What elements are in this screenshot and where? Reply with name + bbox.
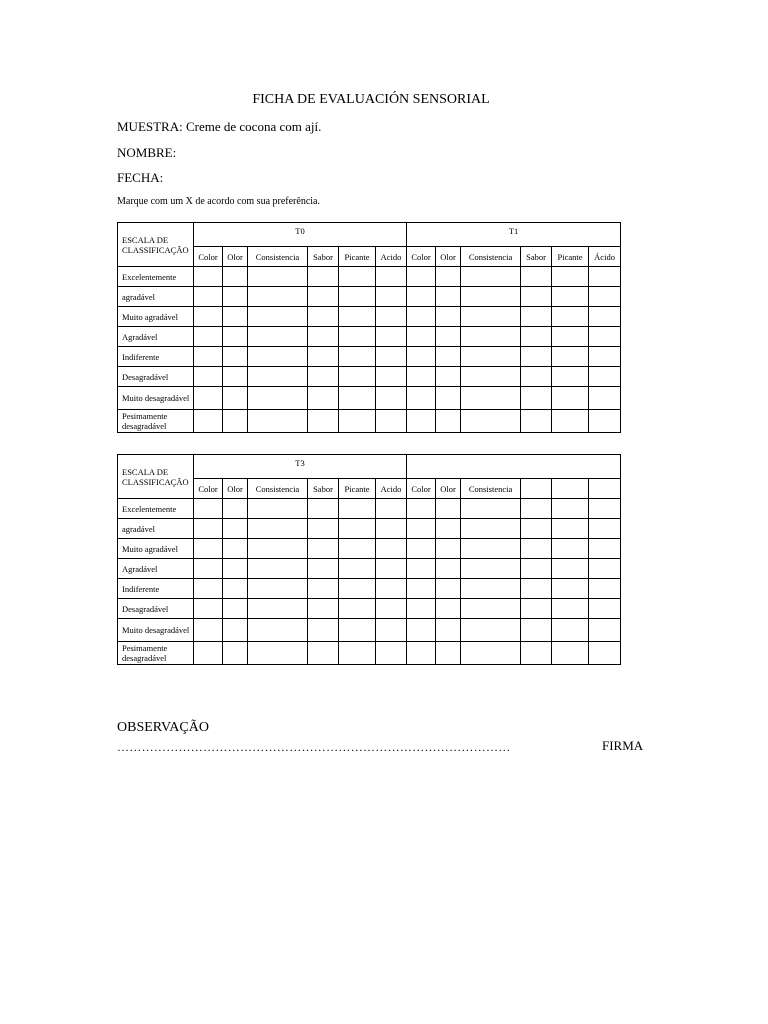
rating-cell[interactable]: [589, 367, 621, 387]
rating-cell[interactable]: [436, 410, 461, 433]
rating-cell[interactable]: [223, 619, 248, 642]
rating-cell[interactable]: [552, 539, 589, 559]
rating-cell[interactable]: [194, 559, 223, 579]
rating-cell[interactable]: [521, 539, 552, 559]
rating-cell[interactable]: [552, 307, 589, 327]
rating-cell[interactable]: [436, 287, 461, 307]
rating-cell[interactable]: [194, 347, 223, 367]
column-header: Sabor: [521, 247, 552, 267]
evaluation-table-2: [117, 454, 621, 665]
rating-cell[interactable]: [376, 579, 407, 599]
rating-cell[interactable]: [521, 267, 552, 287]
rating-cell[interactable]: [436, 579, 461, 599]
rating-cell[interactable]: [223, 539, 248, 559]
rating-cell[interactable]: [223, 307, 248, 327]
rating-cell[interactable]: [376, 519, 407, 539]
rating-cell[interactable]: [223, 519, 248, 539]
rating-cell[interactable]: [376, 619, 407, 642]
rating-cell[interactable]: [521, 559, 552, 579]
rating-cell[interactable]: [407, 519, 436, 539]
column-header: Color: [407, 247, 436, 267]
rating-cell[interactable]: [436, 367, 461, 387]
rating-cell[interactable]: [436, 519, 461, 539]
rating-cell[interactable]: [407, 267, 436, 287]
rating-cell[interactable]: [308, 287, 339, 307]
rating-cell[interactable]: [589, 307, 621, 327]
muestra-label: MUESTRA: Creme de cocona com ají.: [117, 119, 322, 134]
rating-cell[interactable]: [376, 410, 407, 433]
rating-cell[interactable]: [248, 519, 308, 539]
column-header: Olor: [436, 247, 461, 267]
rating-cell[interactable]: [552, 410, 589, 433]
scale-row-label: Muito agradável: [118, 539, 194, 559]
table-row: [118, 387, 621, 410]
rating-cell[interactable]: [376, 642, 407, 665]
rating-cell[interactable]: [407, 367, 436, 387]
rating-cell[interactable]: [407, 559, 436, 579]
rating-cell[interactable]: [339, 327, 376, 347]
rating-cell[interactable]: [248, 307, 308, 327]
rating-cell[interactable]: [589, 579, 621, 599]
rating-cell[interactable]: [308, 559, 339, 579]
rating-cell[interactable]: [248, 559, 308, 579]
rating-cell[interactable]: [461, 387, 521, 410]
scale-row-label: Excelentemente: [118, 267, 194, 287]
rating-cell[interactable]: [194, 642, 223, 665]
scale-row-label: Indiferente: [118, 347, 194, 367]
rating-cell[interactable]: [521, 387, 552, 410]
rating-cell[interactable]: [589, 327, 621, 347]
scale-row-label: Agradável: [118, 559, 194, 579]
rating-cell[interactable]: [308, 327, 339, 347]
rating-cell[interactable]: [589, 619, 621, 642]
rating-cell[interactable]: [407, 387, 436, 410]
rating-cell[interactable]: [248, 410, 308, 433]
rating-cell[interactable]: [552, 327, 589, 347]
rating-cell[interactable]: [436, 347, 461, 367]
rating-cell[interactable]: [248, 579, 308, 599]
rating-cell[interactable]: [552, 267, 589, 287]
rating-cell[interactable]: [339, 499, 376, 519]
rating-cell[interactable]: [339, 519, 376, 539]
rating-cell[interactable]: [407, 499, 436, 519]
column-header: Sabor: [308, 247, 339, 267]
rating-cell[interactable]: [248, 642, 308, 665]
scale-row-label: Pesimamente desagradável: [118, 410, 194, 433]
scale-row-label: Desagradável: [118, 599, 194, 619]
table-row: [118, 519, 621, 539]
rating-cell[interactable]: [407, 539, 436, 559]
column-header: Consistencia: [461, 479, 521, 499]
scale-row-label: Agradável: [118, 327, 194, 347]
observacao-line: ……………………………………………………………………………………: [117, 740, 511, 754]
rating-cell[interactable]: [407, 642, 436, 665]
rating-cell[interactable]: [521, 327, 552, 347]
scale-row-label: agradável: [118, 519, 194, 539]
table-row: [118, 599, 621, 619]
rating-cell[interactable]: [376, 599, 407, 619]
rating-cell[interactable]: [461, 267, 521, 287]
rating-cell[interactable]: [194, 579, 223, 599]
rating-cell[interactable]: [552, 642, 589, 665]
rating-cell[interactable]: [407, 410, 436, 433]
rating-cell[interactable]: [436, 387, 461, 410]
rating-cell[interactable]: [376, 499, 407, 519]
rating-cell[interactable]: [407, 619, 436, 642]
rating-cell[interactable]: [552, 347, 589, 367]
rating-cell[interactable]: [461, 642, 521, 665]
rating-cell[interactable]: [376, 559, 407, 579]
rating-cell[interactable]: [436, 619, 461, 642]
rating-cell[interactable]: [308, 642, 339, 665]
rating-cell[interactable]: [248, 267, 308, 287]
rating-cell[interactable]: [248, 599, 308, 619]
rating-cell[interactable]: [308, 410, 339, 433]
rating-cell[interactable]: [461, 347, 521, 367]
rating-cell[interactable]: [223, 579, 248, 599]
rating-cell[interactable]: [194, 499, 223, 519]
rating-cell[interactable]: [248, 539, 308, 559]
rating-cell[interactable]: [194, 410, 223, 433]
firma-label: FIRMA: [602, 738, 644, 753]
rating-cell[interactable]: [376, 287, 407, 307]
table-row: [118, 307, 621, 327]
table-row: [118, 267, 621, 287]
rating-cell[interactable]: [461, 287, 521, 307]
rating-cell[interactable]: [521, 579, 552, 599]
rating-cell[interactable]: [521, 347, 552, 367]
rating-cell[interactable]: [248, 347, 308, 367]
rating-cell[interactable]: [552, 579, 589, 599]
rating-cell[interactable]: [194, 307, 223, 327]
rating-cell[interactable]: [589, 287, 621, 307]
rating-cell[interactable]: [339, 579, 376, 599]
rating-cell[interactable]: [223, 347, 248, 367]
rating-cell[interactable]: [223, 410, 248, 433]
rating-cell[interactable]: [521, 619, 552, 642]
rating-cell[interactable]: [589, 347, 621, 367]
column-header: Consistencia: [461, 247, 521, 267]
table-row: [118, 287, 621, 307]
rating-cell[interactable]: [308, 267, 339, 287]
rating-cell[interactable]: [248, 287, 308, 307]
rating-cell[interactable]: [223, 327, 248, 347]
rating-cell[interactable]: [552, 387, 589, 410]
rating-cell[interactable]: [194, 387, 223, 410]
rating-cell[interactable]: [589, 539, 621, 559]
rating-cell[interactable]: [521, 519, 552, 539]
rating-cell[interactable]: [223, 367, 248, 387]
rating-cell[interactable]: [521, 642, 552, 665]
scale-row-label: Pesimamente desagradável: [118, 642, 194, 665]
rating-cell[interactable]: [436, 539, 461, 559]
column-header: Consistencia: [248, 479, 308, 499]
rating-cell[interactable]: [436, 307, 461, 327]
scale-row-label: Desagradável: [118, 367, 194, 387]
column-header: [521, 479, 552, 499]
column-header: [589, 479, 621, 499]
column-header: Picante: [552, 247, 589, 267]
rating-cell[interactable]: [308, 579, 339, 599]
rating-cell[interactable]: [308, 519, 339, 539]
rating-cell[interactable]: [552, 599, 589, 619]
rating-cell[interactable]: [339, 410, 376, 433]
column-header: Olor: [223, 247, 248, 267]
table-row: [118, 327, 621, 347]
group-header-right: [407, 455, 621, 479]
rating-cell[interactable]: [461, 519, 521, 539]
rating-cell[interactable]: [339, 307, 376, 327]
rating-cell[interactable]: [376, 307, 407, 327]
column-header: Sabor: [308, 479, 339, 499]
rating-cell[interactable]: [552, 367, 589, 387]
observacao-label: OBSERVAÇÃO: [117, 720, 209, 735]
rating-cell[interactable]: [308, 307, 339, 327]
table-row: [118, 499, 621, 519]
column-header: Ácido: [589, 247, 621, 267]
scale-row-label: Muito agradável: [118, 307, 194, 327]
rating-cell[interactable]: [194, 619, 223, 642]
rating-cell[interactable]: [194, 539, 223, 559]
column-header: Picante: [339, 247, 376, 267]
group-header-right: T1: [407, 223, 621, 247]
column-header: Acido: [376, 247, 407, 267]
rating-cell[interactable]: [407, 579, 436, 599]
rating-cell[interactable]: [552, 499, 589, 519]
rating-cell[interactable]: [436, 642, 461, 665]
rating-cell[interactable]: [589, 559, 621, 579]
rating-cell[interactable]: [339, 267, 376, 287]
table-row: [118, 539, 621, 559]
rating-cell[interactable]: [223, 559, 248, 579]
rating-cell[interactable]: [589, 642, 621, 665]
rating-cell[interactable]: [436, 267, 461, 287]
rating-cell[interactable]: [194, 519, 223, 539]
rating-cell[interactable]: [339, 619, 376, 642]
rating-cell[interactable]: [461, 579, 521, 599]
rating-cell[interactable]: [436, 499, 461, 519]
rating-cell[interactable]: [589, 410, 621, 433]
rating-cell[interactable]: [248, 367, 308, 387]
table-row: [118, 559, 621, 579]
rating-cell[interactable]: [552, 619, 589, 642]
rating-cell[interactable]: [461, 307, 521, 327]
rating-cell[interactable]: [339, 559, 376, 579]
rating-cell[interactable]: [436, 327, 461, 347]
rating-cell[interactable]: [194, 287, 223, 307]
table-row: [118, 619, 621, 642]
rating-cell[interactable]: [521, 287, 552, 307]
rating-cell[interactable]: [407, 599, 436, 619]
rating-cell[interactable]: [308, 387, 339, 410]
rating-cell[interactable]: [223, 387, 248, 410]
rating-cell[interactable]: [223, 287, 248, 307]
rating-cell[interactable]: [521, 599, 552, 619]
scale-row-label: Excelentemente: [118, 499, 194, 519]
rating-cell[interactable]: [339, 387, 376, 410]
rating-cell[interactable]: [339, 287, 376, 307]
column-header: Color: [407, 479, 436, 499]
rating-cell[interactable]: [461, 327, 521, 347]
rating-cell[interactable]: [339, 347, 376, 367]
rating-cell[interactable]: [339, 539, 376, 559]
rating-cell[interactable]: [339, 367, 376, 387]
column-header: Olor: [436, 479, 461, 499]
table-row: [118, 347, 621, 367]
column-header: Olor: [223, 479, 248, 499]
rating-cell[interactable]: [589, 519, 621, 539]
rating-cell[interactable]: [308, 347, 339, 367]
rating-cell[interactable]: [407, 287, 436, 307]
rating-cell[interactable]: [308, 539, 339, 559]
rating-cell[interactable]: [223, 267, 248, 287]
rating-cell[interactable]: [461, 539, 521, 559]
rating-cell[interactable]: [552, 519, 589, 539]
column-header: Color: [194, 479, 223, 499]
column-header: Color: [194, 247, 223, 267]
rating-cell[interactable]: [376, 367, 407, 387]
rating-cell[interactable]: [194, 327, 223, 347]
rating-cell[interactable]: [436, 559, 461, 579]
rating-cell[interactable]: [461, 499, 521, 519]
rating-cell[interactable]: [376, 539, 407, 559]
rating-cell[interactable]: [248, 619, 308, 642]
rating-cell[interactable]: [461, 559, 521, 579]
table-row: [118, 579, 621, 599]
rating-cell[interactable]: [521, 367, 552, 387]
evaluation-table-1: [117, 222, 621, 433]
rating-cell[interactable]: [436, 599, 461, 619]
instruction-text: Marque com um X de acordo com sua preferência.: [117, 196, 320, 207]
rating-cell[interactable]: [376, 327, 407, 347]
rating-cell[interactable]: [308, 499, 339, 519]
rating-cell[interactable]: [376, 347, 407, 367]
scale-header: ESCALA DE CLASSIFICAÇÃO: [118, 455, 194, 499]
scale-row-label: Muito desagradável: [118, 619, 194, 642]
scale-header: ESCALA DE CLASSIFICAÇÃO: [118, 223, 194, 267]
rating-cell[interactable]: [461, 619, 521, 642]
rating-cell[interactable]: [589, 267, 621, 287]
rating-cell[interactable]: [376, 387, 407, 410]
rating-cell[interactable]: [376, 267, 407, 287]
rating-cell[interactable]: [521, 307, 552, 327]
nombre-label: NOMBRE:: [117, 145, 177, 160]
rating-cell[interactable]: [407, 307, 436, 327]
fecha-label: FECHA:: [117, 170, 164, 185]
rating-cell[interactable]: [308, 367, 339, 387]
form-title: FICHA DE EVALUACIÓN SENSORIAL: [252, 92, 490, 107]
table-row: [118, 367, 621, 387]
rating-cell[interactable]: [194, 599, 223, 619]
rating-cell[interactable]: [248, 499, 308, 519]
rating-cell[interactable]: [223, 642, 248, 665]
rating-cell[interactable]: [589, 387, 621, 410]
column-header: Consistencia: [248, 247, 308, 267]
rating-cell[interactable]: [194, 367, 223, 387]
rating-cell[interactable]: [308, 619, 339, 642]
rating-cell[interactable]: [223, 499, 248, 519]
rating-cell[interactable]: [589, 599, 621, 619]
group-header-left: T3: [194, 455, 407, 479]
rating-cell[interactable]: [339, 642, 376, 665]
rating-cell[interactable]: [308, 599, 339, 619]
rating-cell[interactable]: [407, 327, 436, 347]
rating-cell[interactable]: [407, 347, 436, 367]
group-header-left: T0: [194, 223, 407, 247]
rating-cell[interactable]: [521, 410, 552, 433]
column-header: Acido: [376, 479, 407, 499]
rating-cell[interactable]: [552, 287, 589, 307]
rating-cell[interactable]: [589, 499, 621, 519]
rating-cell[interactable]: [248, 327, 308, 347]
rating-cell[interactable]: [339, 599, 376, 619]
rating-cell[interactable]: [461, 599, 521, 619]
rating-cell[interactable]: [194, 267, 223, 287]
rating-cell[interactable]: [223, 599, 248, 619]
column-header: Picante: [339, 479, 376, 499]
scale-row-label: Indiferente: [118, 579, 194, 599]
table-row: [118, 642, 621, 665]
scale-row-label: Muito desagradável: [118, 387, 194, 410]
rating-cell[interactable]: [552, 559, 589, 579]
rating-cell[interactable]: [461, 410, 521, 433]
scale-row-label: agradável: [118, 287, 194, 307]
rating-cell[interactable]: [461, 367, 521, 387]
table-row: [118, 410, 621, 433]
rating-cell[interactable]: [248, 387, 308, 410]
rating-cell[interactable]: [521, 499, 552, 519]
column-header: [552, 479, 589, 499]
